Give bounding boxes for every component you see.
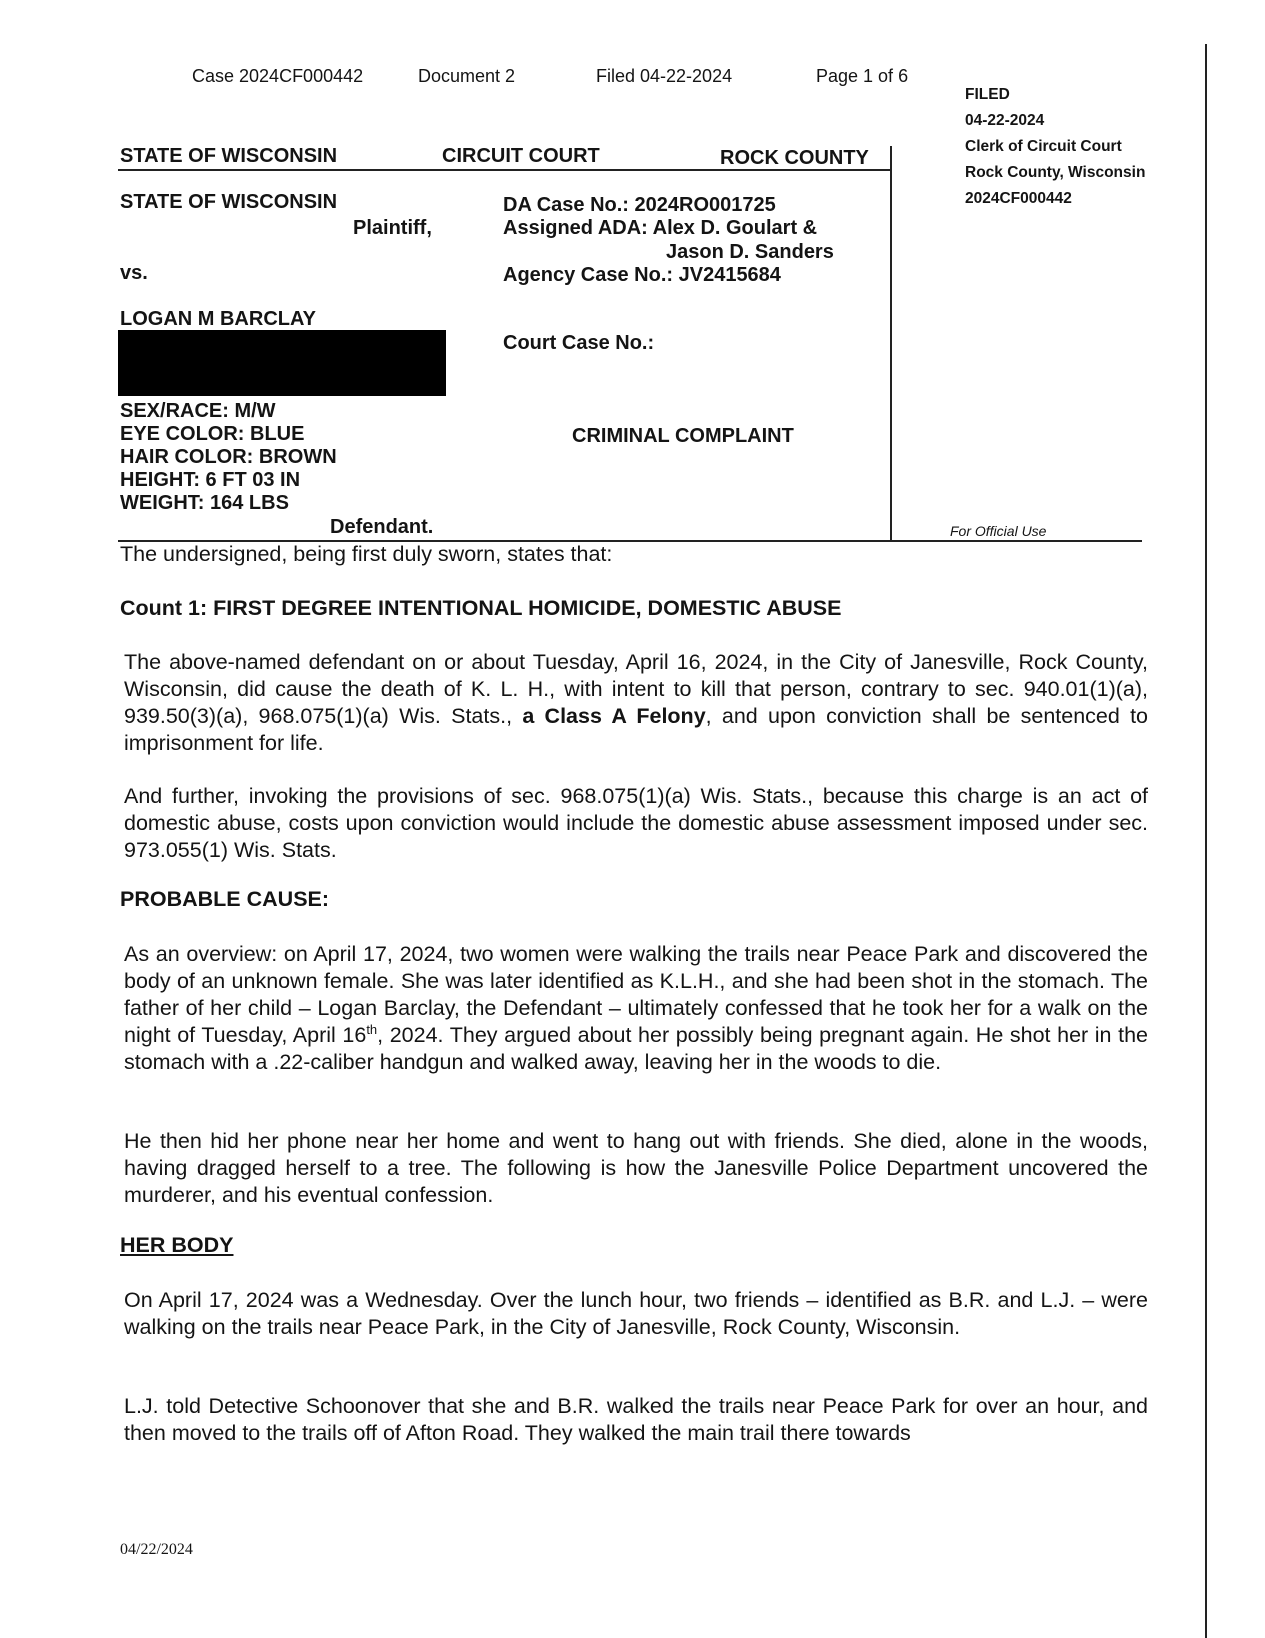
- count-heading: Count 1: FIRST DEGREE INTENTIONAL HOMICIDE, DOMESTIC ABUSE: [120, 596, 842, 620]
- defendant-name: LOGAN M BARCLAY: [120, 308, 316, 330]
- filed-stamp-label: FILED: [965, 86, 1010, 103]
- pc-p1-text-b: , 2024. They argued about her possibly being pregnant again. He shot her in the stomach with a .22-caliber handgun and walked away, leaving her in the woods to die.: [124, 1023, 1148, 1074]
- filed-stamp-county: Rock County, Wisconsin: [965, 164, 1146, 181]
- footer-date: 04/22/2024: [120, 1541, 193, 1558]
- caption-state: STATE OF WISCONSIN: [120, 145, 338, 167]
- header-filed-date: Filed 04-22-2024: [596, 66, 733, 86]
- intro-statement: The undersigned, being first duly sworn, states that:: [120, 542, 613, 566]
- header-document-number: Document 2: [418, 66, 516, 86]
- da-case-number: DA Case No.: 2024RO001725: [503, 194, 776, 216]
- count-paragraph-1: [124, 649, 1148, 757]
- header-case-number: Case 2024CF000442: [192, 66, 364, 86]
- probable-cause-heading: PROBABLE CAUSE:: [120, 887, 330, 911]
- her-body-paragraph-1: On April 17, 2024 was a Wednesday. Over the lunch hour, two friends – identified as B.R. and L.J. – were walking on the trails near Peace Park, in the City of Janesville, Rock County, Wisconsin.: [124, 1288, 1148, 1339]
- filed-stamp-date: 04-22-2024: [965, 112, 1045, 129]
- count-p1-text-a: The above-named defendant on or about Tuesday, April 16, 2024, in the City of Janesville, Rock County, Wisconsin, did cause the death of K. L. H., with intent to kill that person, contrary to sec. 940.01(1)(a), 939.50(3)(a), 968.075(1)(a) Wis. Stats.,: [124, 650, 1148, 728]
- count-p1-text-b: , and upon conviction shall be sentenced to imprisonment for life.: [124, 704, 1149, 755]
- eye-color: EYE COLOR: BLUE: [120, 423, 305, 445]
- caption-court: CIRCUIT COURT: [442, 145, 600, 167]
- count-p1-felony-class: a Class A Felony: [522, 704, 706, 728]
- caption-top-rule: [118, 169, 891, 171]
- her-body-heading: HER BODY: [120, 1233, 234, 1257]
- count-paragraph-2: And further, invoking the provisions of sec. 968.075(1)(a) Wis. Stats., because this charge is an act of domestic abuse, costs upon conviction would include the domestic abuse assessment imposed under sec. 973.055(1) Wis. Stats.: [124, 784, 1148, 862]
- plaintiff-name: STATE OF WISCONSIN: [120, 191, 338, 213]
- filed-stamp: [965, 82, 1145, 212]
- court-case-number: Court Case No.:: [503, 332, 655, 354]
- weight: WEIGHT: 164 LBS: [120, 492, 289, 514]
- official-use-label: For Official Use: [950, 523, 1047, 539]
- filed-stamp-case: 2024CF000442: [965, 190, 1072, 207]
- page-edge-line: [1205, 44, 1207, 1638]
- defendant-role: Defendant.: [330, 516, 434, 538]
- assigned-ada-line2: Jason D. Sanders: [666, 241, 834, 263]
- pc-p1-text-a: As an overview: on April 17, 2024, two women were walking the trails near Peace Park and discovered the body of an unknown female. She was later identified as K.L.H., and she had been shot in the stomach. The father of her child – Logan Barclay, the Defendant – ultimately confessed that he took her for a walk on the night of Tuesday, April 16: [124, 942, 1148, 1047]
- agency-case-number: Agency Case No.: JV2415684: [503, 264, 781, 286]
- caption-divider: [890, 146, 892, 540]
- hair-color: HAIR COLOR: BROWN: [120, 446, 337, 468]
- versus-label: vs.: [120, 262, 148, 284]
- her-body-paragraph-2: L.J. told Detective Schoonover that she and B.R. walked the trails near Peace Park for over an hour, and then moved to the trails off of Afton Road. They walked the main trail there towards: [124, 1394, 1148, 1445]
- height: HEIGHT: 6 FT 03 IN: [120, 469, 301, 491]
- document-title: CRIMINAL COMPLAINT: [572, 425, 794, 447]
- probable-cause-paragraph-2: He then hid her phone near her home and went to hang out with friends. She died, alone in the woods, having dragged herself to a tree. The following is how the Janesville Police Department uncovered the murderer, and his eventual confession.: [124, 1129, 1148, 1207]
- pc-p1-ordinal: th: [366, 1021, 378, 1037]
- assigned-ada-line1: Assigned ADA: Alex D. Goulart &: [503, 217, 818, 239]
- caption-county: ROCK COUNTY: [720, 147, 869, 169]
- header-page-number: Page 1 of 6: [816, 66, 909, 86]
- plaintiff-role: Plaintiff,: [353, 217, 432, 239]
- sex-race: SEX/RACE: M/W: [120, 400, 276, 422]
- filed-stamp-clerk: Clerk of Circuit Court: [965, 138, 1122, 155]
- probable-cause-paragraph-1: [124, 941, 1148, 1076]
- redaction-block: [118, 330, 446, 396]
- defendant-description: [120, 400, 337, 515]
